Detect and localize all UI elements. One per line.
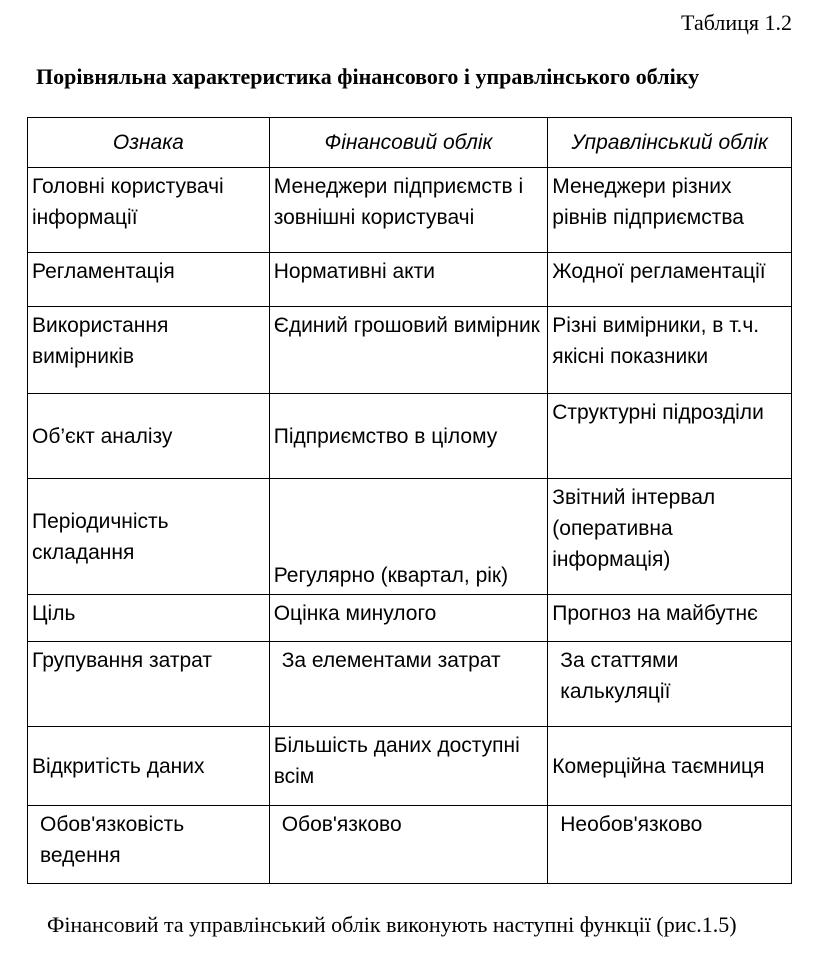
row-financial: Оцінка минулого [269, 595, 548, 642]
header-management-accounting: Управлінський облік [548, 118, 792, 168]
row-management: Необов'язково [548, 806, 792, 884]
row-management: Прогноз на майбутнє [548, 595, 792, 642]
row-financial: За елементами затрат [269, 642, 548, 727]
row-financial: Менеджери підприємств і зовнішні користувачі [269, 168, 548, 253]
row-feature: Використання вимірників [28, 307, 270, 394]
comparison-table [27, 117, 792, 884]
row-financial: Обов'язково [269, 806, 548, 884]
row-feature: Періодичність складання [28, 479, 270, 595]
row-financial: Нормативні акти [269, 253, 548, 307]
row-feature: Обов'язковість ведення [28, 806, 270, 884]
row-management: Структурні підрозділи [548, 394, 792, 479]
row-financial: Єдиний грошовий вимірник [269, 307, 548, 394]
row-financial: Підприємство в цілому [269, 394, 548, 479]
row-feature: Відкритість даних [28, 727, 270, 806]
table-row [28, 307, 792, 394]
row-management: Комерційна таємниця [548, 727, 792, 806]
table-row [28, 806, 792, 884]
table-title: Порівняльна характеристика фінансового і управлінського обліку [36, 64, 700, 89]
row-feature: Головні користувачі інформації [28, 168, 270, 253]
table-row [28, 168, 792, 253]
row-financial: Регулярно (квартал, рік) [269, 479, 548, 595]
header-feature: Ознака [28, 118, 270, 168]
row-feature: Групування затрат [28, 642, 270, 727]
row-management: Різні вимірники, в т.ч. якісні показники [548, 307, 792, 394]
row-financial: Більшість даних доступні всім [269, 727, 548, 806]
table-header-row [28, 118, 792, 168]
row-feature: Ціль [28, 595, 270, 642]
row-management: За статтями калькуляції [548, 642, 792, 727]
header-financial-accounting: Фінансовий облік [269, 118, 548, 168]
row-management: Менеджери різних рівнів підприємства [548, 168, 792, 253]
table-row [28, 595, 792, 642]
table-number: Таблиця 1.2 [681, 10, 792, 35]
row-management: Звітний інтервал (оперативна інформація) [548, 479, 792, 595]
row-management: Жодної регламентації [548, 253, 792, 307]
body-paragraph: Фінансовий та управлінський облік виконують наступні функції (рис.1.5) [47, 912, 737, 937]
table-row [28, 253, 792, 307]
table-row [28, 642, 792, 727]
table-row [28, 394, 792, 479]
row-feature: Об’єкт аналізу [28, 394, 270, 479]
table-row [28, 479, 792, 595]
table-row [28, 727, 792, 806]
row-feature: Регламентація [28, 253, 270, 307]
